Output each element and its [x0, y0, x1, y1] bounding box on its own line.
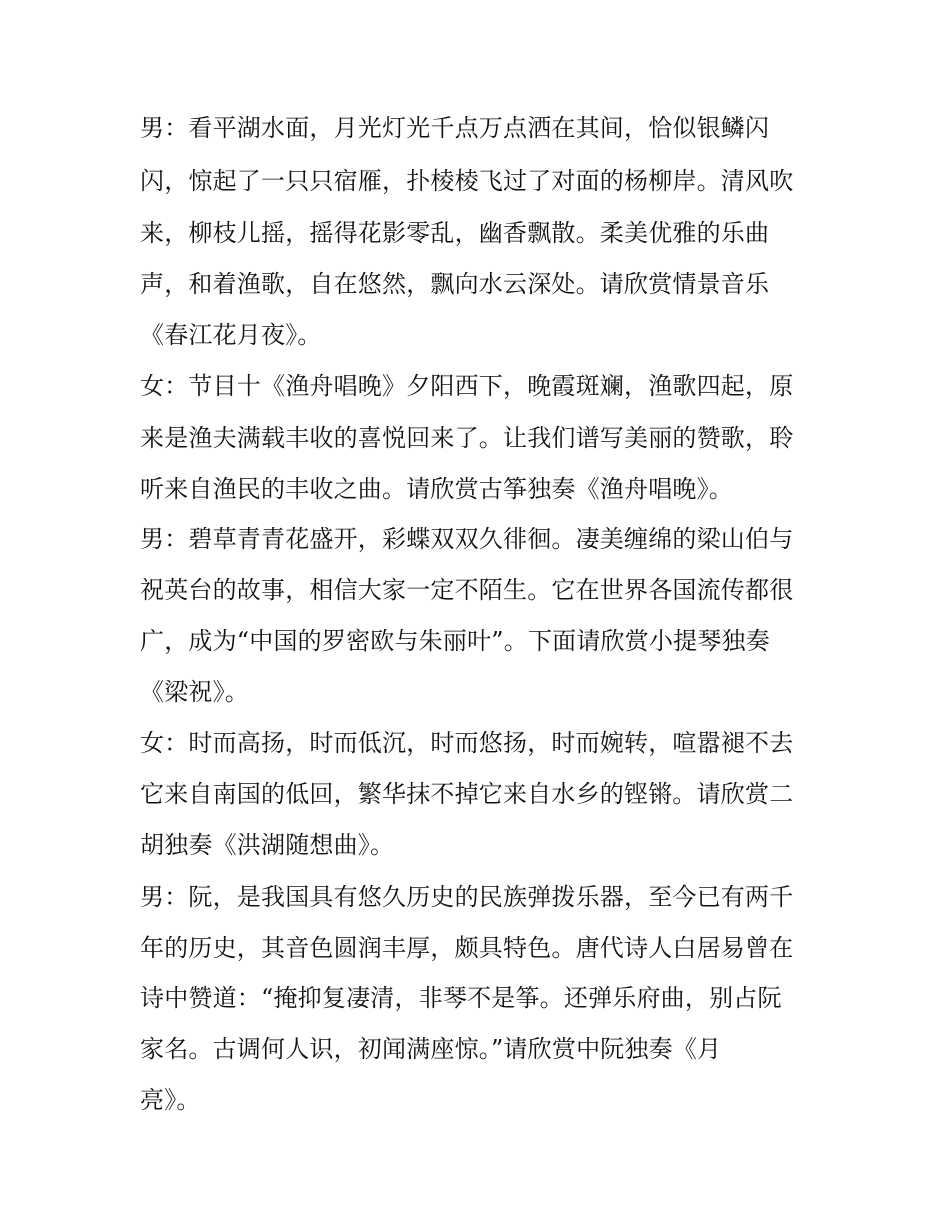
text-line: 祝英台的故事，相信大家一定不陌生。它在世界各国流传都很 — [140, 576, 794, 604]
text-line: 诗中赞道：“掩抑复凄清，非琴不是筝。还弹乐府曲，别占阮 — [140, 984, 782, 1012]
text-line: 男：碧草青青花盛开，彩蝶双双久徘徊。凄美缠绵的梁山伯与 — [140, 525, 794, 553]
text-line: 它来自南国的低回，繁华抹不掉它来自水乡的铿锵。请欣赏二 — [140, 780, 794, 808]
text-line: 广，成为“中国的罗密欧与朱丽叶”。下面请欣赏小提琴独奏 — [140, 627, 770, 655]
text-line: 《春江花月夜》。 — [140, 321, 322, 349]
text-line: 亮》。 — [140, 1086, 201, 1114]
text-line: 声，和着渔歌，自在悠然，飘向水云深处。请欣赏情景音乐 — [140, 270, 770, 298]
text-line: 男：阮，是我国具有悠久历史的民族弹拨乐器，至今已有两千 — [140, 883, 794, 911]
text-line: 来是渔夫满载丰收的喜悦回来了。让我们谱写美丽的赞歌，聆 — [140, 424, 794, 452]
text-line: 年的历史，其音色圆润丰厚，颇具特色。唐代诗人白居易曾在 — [140, 934, 794, 962]
text-line: 家名。古调何人识，初闻满座惊。”请欣赏中阮独奏《月 — [140, 1035, 722, 1063]
text-line: 女：节目十《渔舟唱晚》夕阳西下，晚霞斑斓，渔歌四起，原 — [140, 372, 794, 400]
text-line: 胡独奏《洪湖随想曲》。 — [140, 831, 395, 859]
text-line: 《梁祝》。 — [140, 678, 249, 706]
text-line: 闪，惊起了一只只宿雁，扑棱棱飞过了对面的杨柳岸。清风吹 — [140, 167, 794, 195]
text-line: 听来自渔民的丰收之曲。请欣赏古筝独奏《渔舟唱晚》。 — [140, 475, 733, 503]
text-line: 来，柳枝儿摇，摇得花影零乱，幽香飘散。柔美优雅的乐曲 — [140, 219, 770, 247]
text-line: 女：时而高扬，时而低沉，时而悠扬，时而婉转，喧嚣褪不去 — [140, 729, 794, 757]
text-line: 男：看平湖水面，月光灯光千点万点洒在其间，恰似银鳞闪 — [140, 114, 770, 142]
